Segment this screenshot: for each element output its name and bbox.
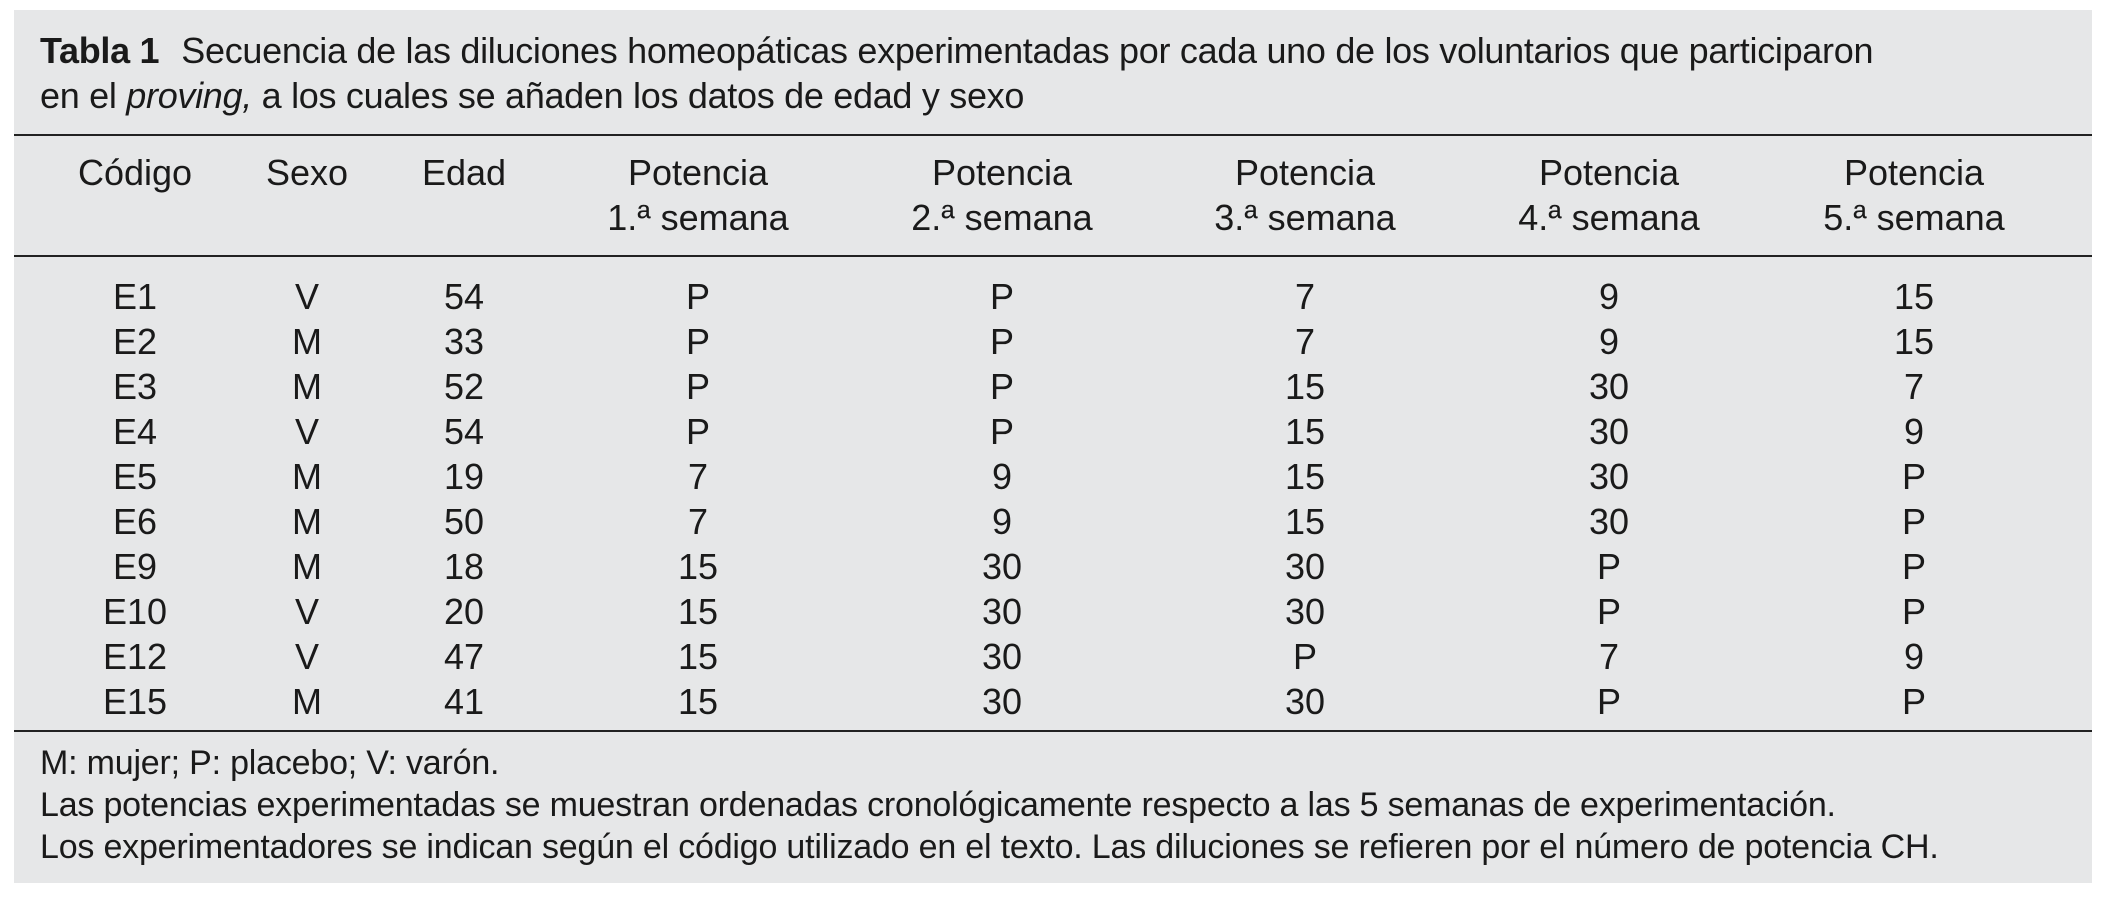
table-cell: 50: [443, 501, 485, 542]
column-header-line1: Código: [77, 152, 193, 193]
table-cell: M: [292, 681, 322, 722]
table-cell: E10: [102, 591, 168, 632]
table-cell: 7: [687, 456, 709, 497]
table-cell: P: [989, 276, 1015, 317]
table-cell: E1: [112, 276, 158, 317]
table-cell: 7: [1294, 276, 1316, 317]
table-cell: 15: [1284, 366, 1326, 407]
table-cell: P: [1901, 546, 1927, 587]
table-cell: P: [989, 366, 1015, 407]
table-cell: P: [685, 366, 711, 407]
table-cell: 9: [991, 501, 1013, 542]
table-cell: 9: [1903, 411, 1925, 452]
table-cell: M: [292, 546, 322, 587]
table-cell: 30: [1284, 681, 1326, 722]
column-header-line2: 3.ª semana: [1214, 197, 1396, 238]
column-header-line1: Edad: [421, 152, 507, 193]
table-cell: V: [294, 411, 320, 452]
table-cell: E12: [102, 636, 168, 677]
note-line-1: M: mujer; P: placebo; V: varón.: [40, 744, 500, 782]
table-cell: 30: [1284, 591, 1326, 632]
table-cell: 7: [1598, 636, 1620, 677]
table-cell: P: [1901, 456, 1927, 497]
column-header: [1214, 150, 1395, 240]
table-cell: E4: [112, 411, 158, 452]
caption-text-2-suffix: a los cuales se añaden los datos de edad y sexo: [251, 75, 1025, 116]
table-cell: M: [292, 501, 322, 542]
table-cell: E15: [102, 681, 168, 722]
table-cell: 30: [981, 681, 1023, 722]
table-notes: [40, 742, 1939, 868]
table-cell: 9: [991, 456, 1013, 497]
table-cell: E2: [112, 321, 158, 362]
table-cell: 7: [687, 501, 709, 542]
caption-text-1: Secuencia de las diluciones homeopáticas experimentadas por cada uno de los voluntarios que participaron: [181, 30, 1874, 71]
column-header: [911, 150, 1092, 240]
table-cell: 9: [1598, 276, 1620, 317]
table-cell: 30: [1588, 501, 1630, 542]
table-cell: 9: [1903, 636, 1925, 677]
table-cell: P: [685, 276, 711, 317]
table-cell: 18: [443, 546, 485, 587]
table-cell: V: [294, 591, 320, 632]
table-cell: E3: [112, 366, 158, 407]
table-cell: 33: [443, 321, 485, 362]
table-cell: 15: [1893, 321, 1935, 362]
table-cell: 30: [1588, 366, 1630, 407]
column-header-line2: 5.ª semana: [1823, 197, 2005, 238]
table-cell: 15: [677, 546, 719, 587]
column-header-line1: Sexo: [265, 152, 349, 193]
table-cell: P: [1596, 546, 1622, 587]
column-header-line1: Potencia: [627, 152, 769, 193]
table-cell: V: [294, 636, 320, 677]
table-cell: P: [1901, 591, 1927, 632]
column-header: [1823, 150, 2004, 240]
column-header-line1: Potencia: [931, 152, 1073, 193]
column-header: [266, 150, 348, 195]
table-cell: 15: [677, 591, 719, 632]
table-cell: E6: [112, 501, 158, 542]
table-cell: P: [989, 321, 1015, 362]
table-cell: 15: [1284, 456, 1326, 497]
table-cell: 7: [1294, 321, 1316, 362]
table-cell: 15: [677, 681, 719, 722]
table-cell: 20: [443, 591, 485, 632]
column-header-line2: 2.ª semana: [911, 197, 1093, 238]
table-cell: 15: [1284, 501, 1326, 542]
table-cell: 30: [981, 546, 1023, 587]
column-header-line2: 4.ª semana: [1518, 197, 1700, 238]
table-cell: M: [292, 366, 322, 407]
table-cell: 47: [443, 636, 485, 677]
column-header: [78, 150, 192, 195]
table-cell: P: [989, 411, 1015, 452]
caption-text-2-italic: proving,: [126, 75, 252, 116]
table-cell: 7: [1903, 366, 1925, 407]
table-cell: E9: [112, 546, 158, 587]
caption-text-2-prefix: en el: [40, 75, 127, 116]
table-cell: P: [685, 411, 711, 452]
table-cell: 19: [443, 456, 485, 497]
table-cell: P: [1292, 636, 1318, 677]
table-panel: [14, 10, 2092, 883]
table-cell: 15: [677, 636, 719, 677]
table-cell: P: [1901, 501, 1927, 542]
column-header-line1: Potencia: [1234, 152, 1376, 193]
table-cell: 9: [1598, 321, 1620, 362]
table-cell: P: [1901, 681, 1927, 722]
table-cell: V: [294, 276, 320, 317]
table-cell: 30: [1588, 456, 1630, 497]
column-header: [422, 150, 506, 195]
table-cell: 30: [981, 591, 1023, 632]
column-header: [1518, 150, 1699, 240]
table-cell: P: [1596, 681, 1622, 722]
table-cell: M: [292, 456, 322, 497]
table-cell: 41: [443, 681, 485, 722]
table-cell: E5: [112, 456, 158, 497]
table-cell: 30: [1284, 546, 1326, 587]
note-line-2: Las potencias experimentadas se muestran ordenadas cronológicamente respecto a las 5 semanas de experimentación.: [40, 786, 1836, 824]
table-cell: P: [685, 321, 711, 362]
table-cell: 54: [443, 276, 485, 317]
table-cell: 30: [1588, 411, 1630, 452]
column-header-line2: 1.ª semana: [607, 197, 789, 238]
table-cell: M: [292, 321, 322, 362]
note-line-3: Los experimentadores se indican según el código utilizado en el texto. Las diluciones se refieren por el número de potencia CH.: [40, 828, 1939, 866]
table-cell: 54: [443, 411, 485, 452]
column-header-line1: Potencia: [1843, 152, 1985, 193]
column-header: [607, 150, 788, 240]
table-cell: 15: [1893, 276, 1935, 317]
column-header-line1: Potencia: [1538, 152, 1680, 193]
table-label: Tabla 1: [40, 30, 160, 71]
table-cell: 15: [1284, 411, 1326, 452]
table-cell: P: [1596, 591, 1622, 632]
table-cell: 52: [443, 366, 485, 407]
table-cell: 30: [981, 636, 1023, 677]
